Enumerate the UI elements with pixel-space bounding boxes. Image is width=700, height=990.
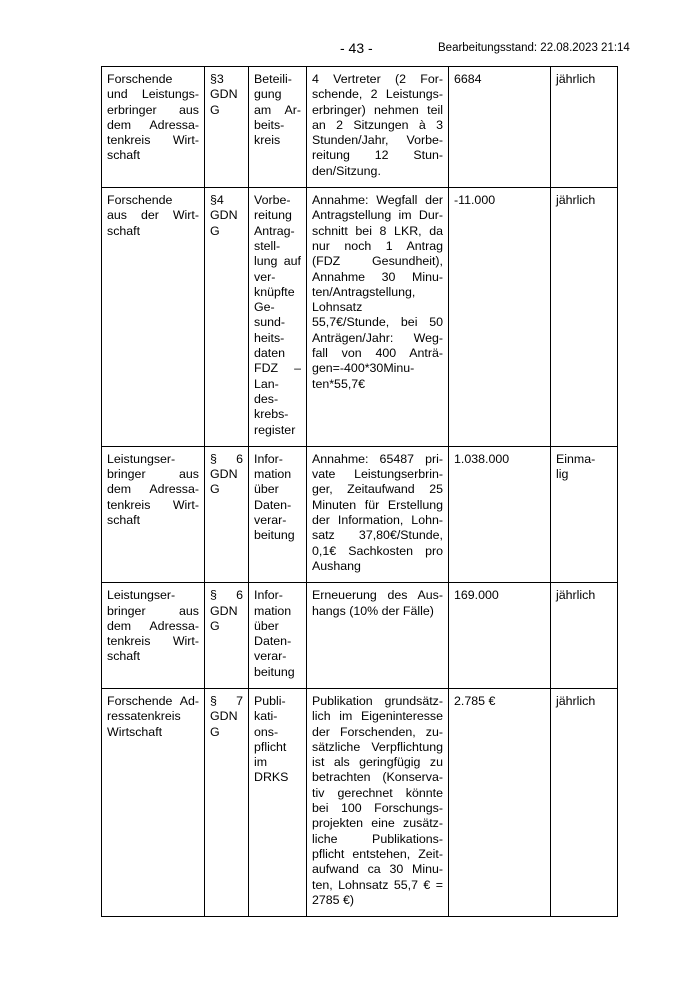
cell-line: schaft <box>107 223 141 238</box>
cell-line: lig <box>556 467 569 482</box>
addressee-cell <box>102 583 205 689</box>
legal-basis-cell <box>205 583 249 689</box>
legal-basis-cell <box>205 67 249 188</box>
cell-line: Ge- <box>254 300 275 315</box>
cell-line: ten, Lohnsatz 55,7 € = <box>312 877 443 892</box>
legal-basis-cell <box>205 446 249 582</box>
cell-line: dem Adressa- <box>107 117 199 132</box>
table-row <box>102 688 618 916</box>
cell-line: Minuten für Erstellung <box>312 497 443 512</box>
cell-line: kreis <box>254 133 281 148</box>
cell-line: G <box>210 724 220 739</box>
cell-line: mation <box>254 603 292 618</box>
cell-line: G <box>210 618 220 633</box>
cell-line: ger, Zeitaufwand 25 <box>312 482 443 497</box>
calculation-cell <box>307 446 449 582</box>
table-row <box>102 446 618 582</box>
cell-line: G <box>210 223 220 238</box>
cell-line: beits- <box>254 117 285 132</box>
cell-line: bei 100 Forschungs- <box>312 801 443 816</box>
cell-line: Annahme 30 Minu- <box>312 269 443 284</box>
cell-line: DRKS <box>254 770 289 785</box>
cell-line: tenkreis Wirt- <box>107 634 199 649</box>
cost-amount-cell: 1.038.000 <box>449 446 551 582</box>
cell-line: tenkreis Wirt- <box>107 497 199 512</box>
periodicity-cell <box>551 583 618 689</box>
cell-line: jährlich <box>556 72 596 86</box>
obligation-cell <box>249 188 307 447</box>
cell-line: § 6 <box>210 588 243 603</box>
cell-line: dem Adressa- <box>107 482 199 497</box>
addressee-cell <box>102 688 205 916</box>
cell-line: Leistungser- <box>107 451 176 466</box>
cell-line: GDN <box>210 467 238 482</box>
compliance-cost-table <box>101 66 618 917</box>
table-row <box>102 188 618 447</box>
cell-line: Aushang <box>312 558 361 573</box>
cell-line: Lan- <box>254 376 279 391</box>
cell-line: schende, 2 Leistungs- <box>312 87 443 102</box>
cell-line: schaft <box>107 148 141 163</box>
cell-line: schaft <box>107 649 141 664</box>
cell-line: ressatenkreis <box>107 709 181 724</box>
cell-line: ist als geringfügig zu <box>312 755 443 770</box>
cell-line: Annahme: 65487 pri- <box>312 451 443 466</box>
periodicity-cell <box>551 67 618 188</box>
cell-line: reitung <box>254 208 292 223</box>
calculation-cell <box>307 583 449 689</box>
cell-line: GDN <box>210 87 238 102</box>
cell-line: liche Publikations- <box>312 831 443 846</box>
cell-line: (FDZ Gesundheit), <box>312 254 443 269</box>
cell-line: daten <box>254 346 286 361</box>
cell-line: aus der Wirt- <box>107 208 199 223</box>
cell-line: Forschende Ad- <box>107 693 199 708</box>
cell-line: Erneuerung des Aus- <box>312 588 443 603</box>
cost-amount-cell: 6684 <box>449 67 551 188</box>
cell-line: der Forschenden, zu- <box>312 724 443 739</box>
cell-line: ons- <box>254 724 279 739</box>
cell-line: jährlich <box>556 693 596 708</box>
cell-line: beitung <box>254 528 295 543</box>
cell-line: sätzliche Verpflichtung <box>312 739 443 754</box>
cell-line: hangs (10% der Fälle) <box>312 603 434 618</box>
cell-line: mation <box>254 467 292 482</box>
cell-line: 4 Vertreter (2 For- <box>312 72 443 86</box>
cell-line: tiv gerechnet könnte <box>312 785 443 800</box>
cell-line: Wirtschaft <box>107 724 163 739</box>
cell-line: Antrag- <box>254 223 295 238</box>
cell-line: erbringer) nehmen teil <box>312 102 443 117</box>
cell-line: register <box>254 422 296 437</box>
cost-amount-cell: -11.000 <box>449 188 551 447</box>
cell-line: gen=-400*30Minu- <box>312 361 415 376</box>
cell-line: Beteili- <box>254 72 292 86</box>
obligation-cell <box>249 688 307 916</box>
cell-line: Leistungser- <box>107 588 176 603</box>
cell-line: gung <box>254 87 282 102</box>
cell-line: dem Adressa- <box>107 618 199 633</box>
addressee-cell <box>102 67 205 188</box>
cell-line: nur noch 1 Antrag <box>312 238 443 253</box>
cell-line: schaft <box>107 513 141 528</box>
cell-line: tenkreis Wirt- <box>107 133 199 148</box>
cell-line: Infor- <box>254 451 283 466</box>
cell-line: fall von 400 Anträ- <box>312 346 443 361</box>
cell-line: über <box>254 482 279 497</box>
periodicity-cell <box>551 188 618 447</box>
addressee-cell <box>102 188 205 447</box>
cell-line: G <box>210 102 220 117</box>
cell-line: verar- <box>254 513 287 528</box>
cell-line: satz 37,80€/Stunde, <box>312 528 443 543</box>
cell-line: GDN <box>210 603 238 618</box>
cell-line: jährlich <box>556 588 596 603</box>
cell-line: projekten eine zusätz- <box>312 816 443 831</box>
cell-line: des- <box>254 391 279 406</box>
revision-status: Bearbeitungsstand: 22.08.2023 21:14 <box>438 42 630 54</box>
legal-basis-cell <box>205 188 249 447</box>
cell-line: §3 <box>210 72 224 86</box>
cell-line: verar- <box>254 649 287 664</box>
cell-line: bringer aus <box>107 467 199 482</box>
cell-line: lich im Eigeninteresse <box>312 709 443 724</box>
cell-line: Lohnsatz <box>312 300 363 315</box>
cell-line: krebs- <box>254 407 289 422</box>
cell-line: 55,7€/Stunde, bei 50 <box>312 315 443 330</box>
cell-line: Vorbe- <box>254 193 291 208</box>
cell-line: aufwand ca 30 Minu- <box>312 862 443 877</box>
calculation-cell <box>307 67 449 188</box>
cost-amount-cell: 2.785 € <box>449 688 551 916</box>
cell-line: Forschende <box>107 193 173 208</box>
cell-line: Stunden/Jahr, Vorbe- <box>312 133 443 148</box>
addressee-cell <box>102 446 205 582</box>
cell-line: und Leistungs- <box>107 87 199 102</box>
cell-line: Publi- <box>254 693 286 708</box>
legal-basis-cell <box>205 688 249 916</box>
cell-line: Daten- <box>254 634 292 649</box>
cell-line: G <box>210 482 220 497</box>
cell-line: §4 <box>210 193 224 208</box>
cell-line: GDN <box>210 208 238 223</box>
cell-line: vate Leistungserbrin- <box>312 467 443 482</box>
cell-line: pflicht <box>254 739 287 754</box>
periodicity-cell <box>551 446 618 582</box>
cell-line: der Information, Lohn- <box>312 513 443 528</box>
cell-line: betrachten (Konserva- <box>312 770 443 785</box>
cell-line: lung auf <box>254 254 301 269</box>
obligation-cell <box>249 583 307 689</box>
cell-line: Einma- <box>556 451 596 466</box>
cell-line: Forschende <box>107 72 173 86</box>
cell-line: 2785 €) <box>312 892 355 907</box>
cell-line: den/Sitzung. <box>312 163 381 178</box>
cell-line: erbringer aus <box>107 102 199 117</box>
cell-line: jährlich <box>556 193 596 208</box>
cell-line: über <box>254 618 279 633</box>
cell-line: am Ar- <box>254 102 301 117</box>
cell-line: Publikation grundsätz- <box>312 693 443 708</box>
cell-line: heits- <box>254 330 285 345</box>
page-number: - 43 - <box>340 40 373 56</box>
cell-line: Daten- <box>254 497 292 512</box>
cell-line: bringer aus <box>107 603 199 618</box>
obligation-cell <box>249 67 307 188</box>
cell-line: kati- <box>254 709 278 724</box>
cell-line: an 2 Sitzungen à 3 <box>312 117 443 132</box>
cell-line: schnitt bei 8 LKR, da <box>312 223 443 238</box>
periodicity-cell <box>551 688 618 916</box>
cell-line: Infor- <box>254 588 283 603</box>
cell-line: ver- <box>254 269 276 284</box>
cell-line: 0,1€ Sachkosten pro <box>312 543 443 558</box>
cell-line: beitung <box>254 664 295 679</box>
cell-line: Annahme: Wegfall der <box>312 193 443 208</box>
table-row <box>102 583 618 689</box>
cost-amount-cell: 169.000 <box>449 583 551 689</box>
cell-line: pflicht entstehen, Zeit- <box>312 846 443 861</box>
calculation-cell <box>307 188 449 447</box>
cell-line: FDZ – <box>254 361 301 376</box>
cell-line: stell- <box>254 238 281 253</box>
calculation-cell <box>307 688 449 916</box>
cell-line: § 7 <box>210 693 243 708</box>
cell-line: Antragstellung im Dur- <box>312 208 443 223</box>
table-row <box>102 67 618 188</box>
cell-line: reitung 12 Stun- <box>312 148 443 163</box>
cell-line: ten*55,7€ <box>312 376 366 391</box>
cell-line: knüpfte <box>254 284 295 299</box>
cell-line: im <box>254 755 268 770</box>
cell-line: GDN <box>210 709 238 724</box>
cell-line: sund- <box>254 315 285 330</box>
cell-line: § 6 <box>210 451 243 466</box>
cell-line: ten/Antragstellung, <box>312 284 416 299</box>
obligation-cell <box>249 446 307 582</box>
cell-line: Anträgen/Jahr: Weg- <box>312 330 443 345</box>
